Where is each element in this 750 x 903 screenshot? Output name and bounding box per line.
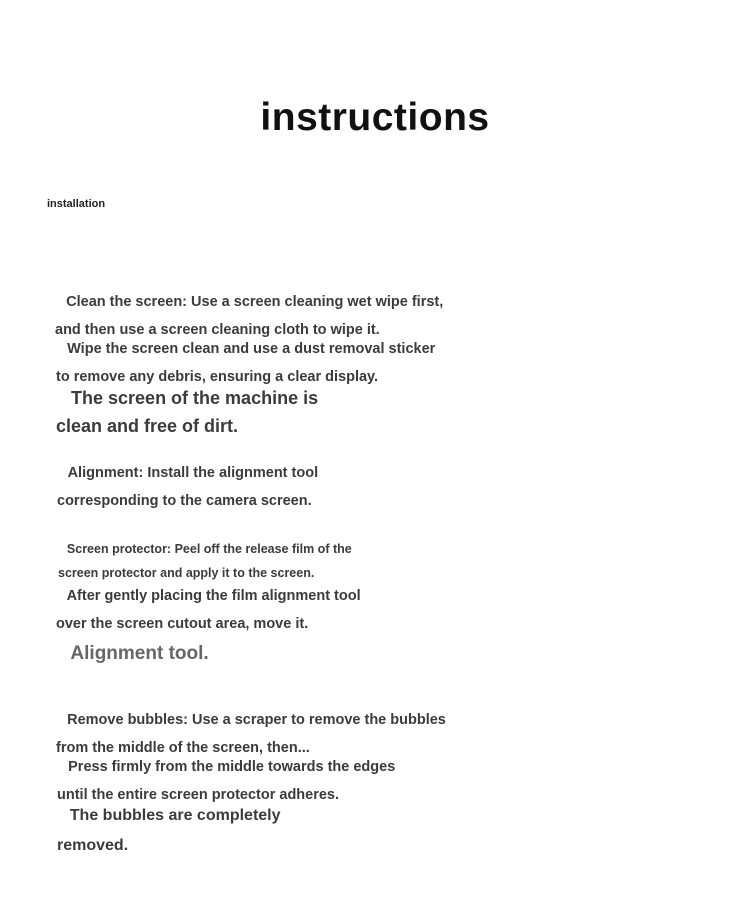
step-line: to remove any debris, ensuring a clear display. bbox=[56, 369, 379, 385]
step-line: until the entire screen protector adheres. bbox=[57, 787, 340, 803]
section-label: installation bbox=[47, 198, 106, 210]
step-line: Clean the screen: Use a screen cleaning wet wipe first, bbox=[66, 294, 444, 310]
step-line: removed. bbox=[57, 837, 129, 854]
step-line: clean and free of dirt. bbox=[56, 416, 239, 436]
step-line: After gently placing the film alignment tool bbox=[66, 588, 361, 604]
page-title: instructions bbox=[260, 96, 490, 139]
step-line: screen protector and apply it to the screen. bbox=[58, 566, 315, 580]
step-line: Alignment tool. bbox=[70, 643, 209, 664]
step-line: corresponding to the camera screen. bbox=[57, 493, 312, 509]
step-bubbles-removed bbox=[52, 793, 281, 883]
step-screen-clean-result bbox=[51, 377, 318, 461]
step-line: Alignment: Install the alignment tool bbox=[67, 465, 319, 481]
step-line: Remove bubbles: Use a scraper to remove the bubbles bbox=[67, 712, 446, 728]
step-line: The screen of the machine is bbox=[71, 388, 319, 408]
step-alignment bbox=[52, 452, 318, 536]
step-line: from the middle of the screen, then... bbox=[56, 740, 310, 756]
step-line: and then use a screen cleaning cloth to wipe it. bbox=[55, 322, 380, 338]
step-line: Screen protector: Peel off the release film of the bbox=[66, 542, 352, 556]
step-alignment-tool-caption bbox=[50, 621, 209, 687]
step-line: Press firmly from the middle towards the edges bbox=[68, 759, 396, 775]
step-line: The bubbles are completely bbox=[69, 807, 281, 824]
step-line: Wipe the screen clean and use a dust removal sticker bbox=[67, 341, 436, 357]
step-line: over the screen cutout area, move it. bbox=[56, 616, 309, 632]
